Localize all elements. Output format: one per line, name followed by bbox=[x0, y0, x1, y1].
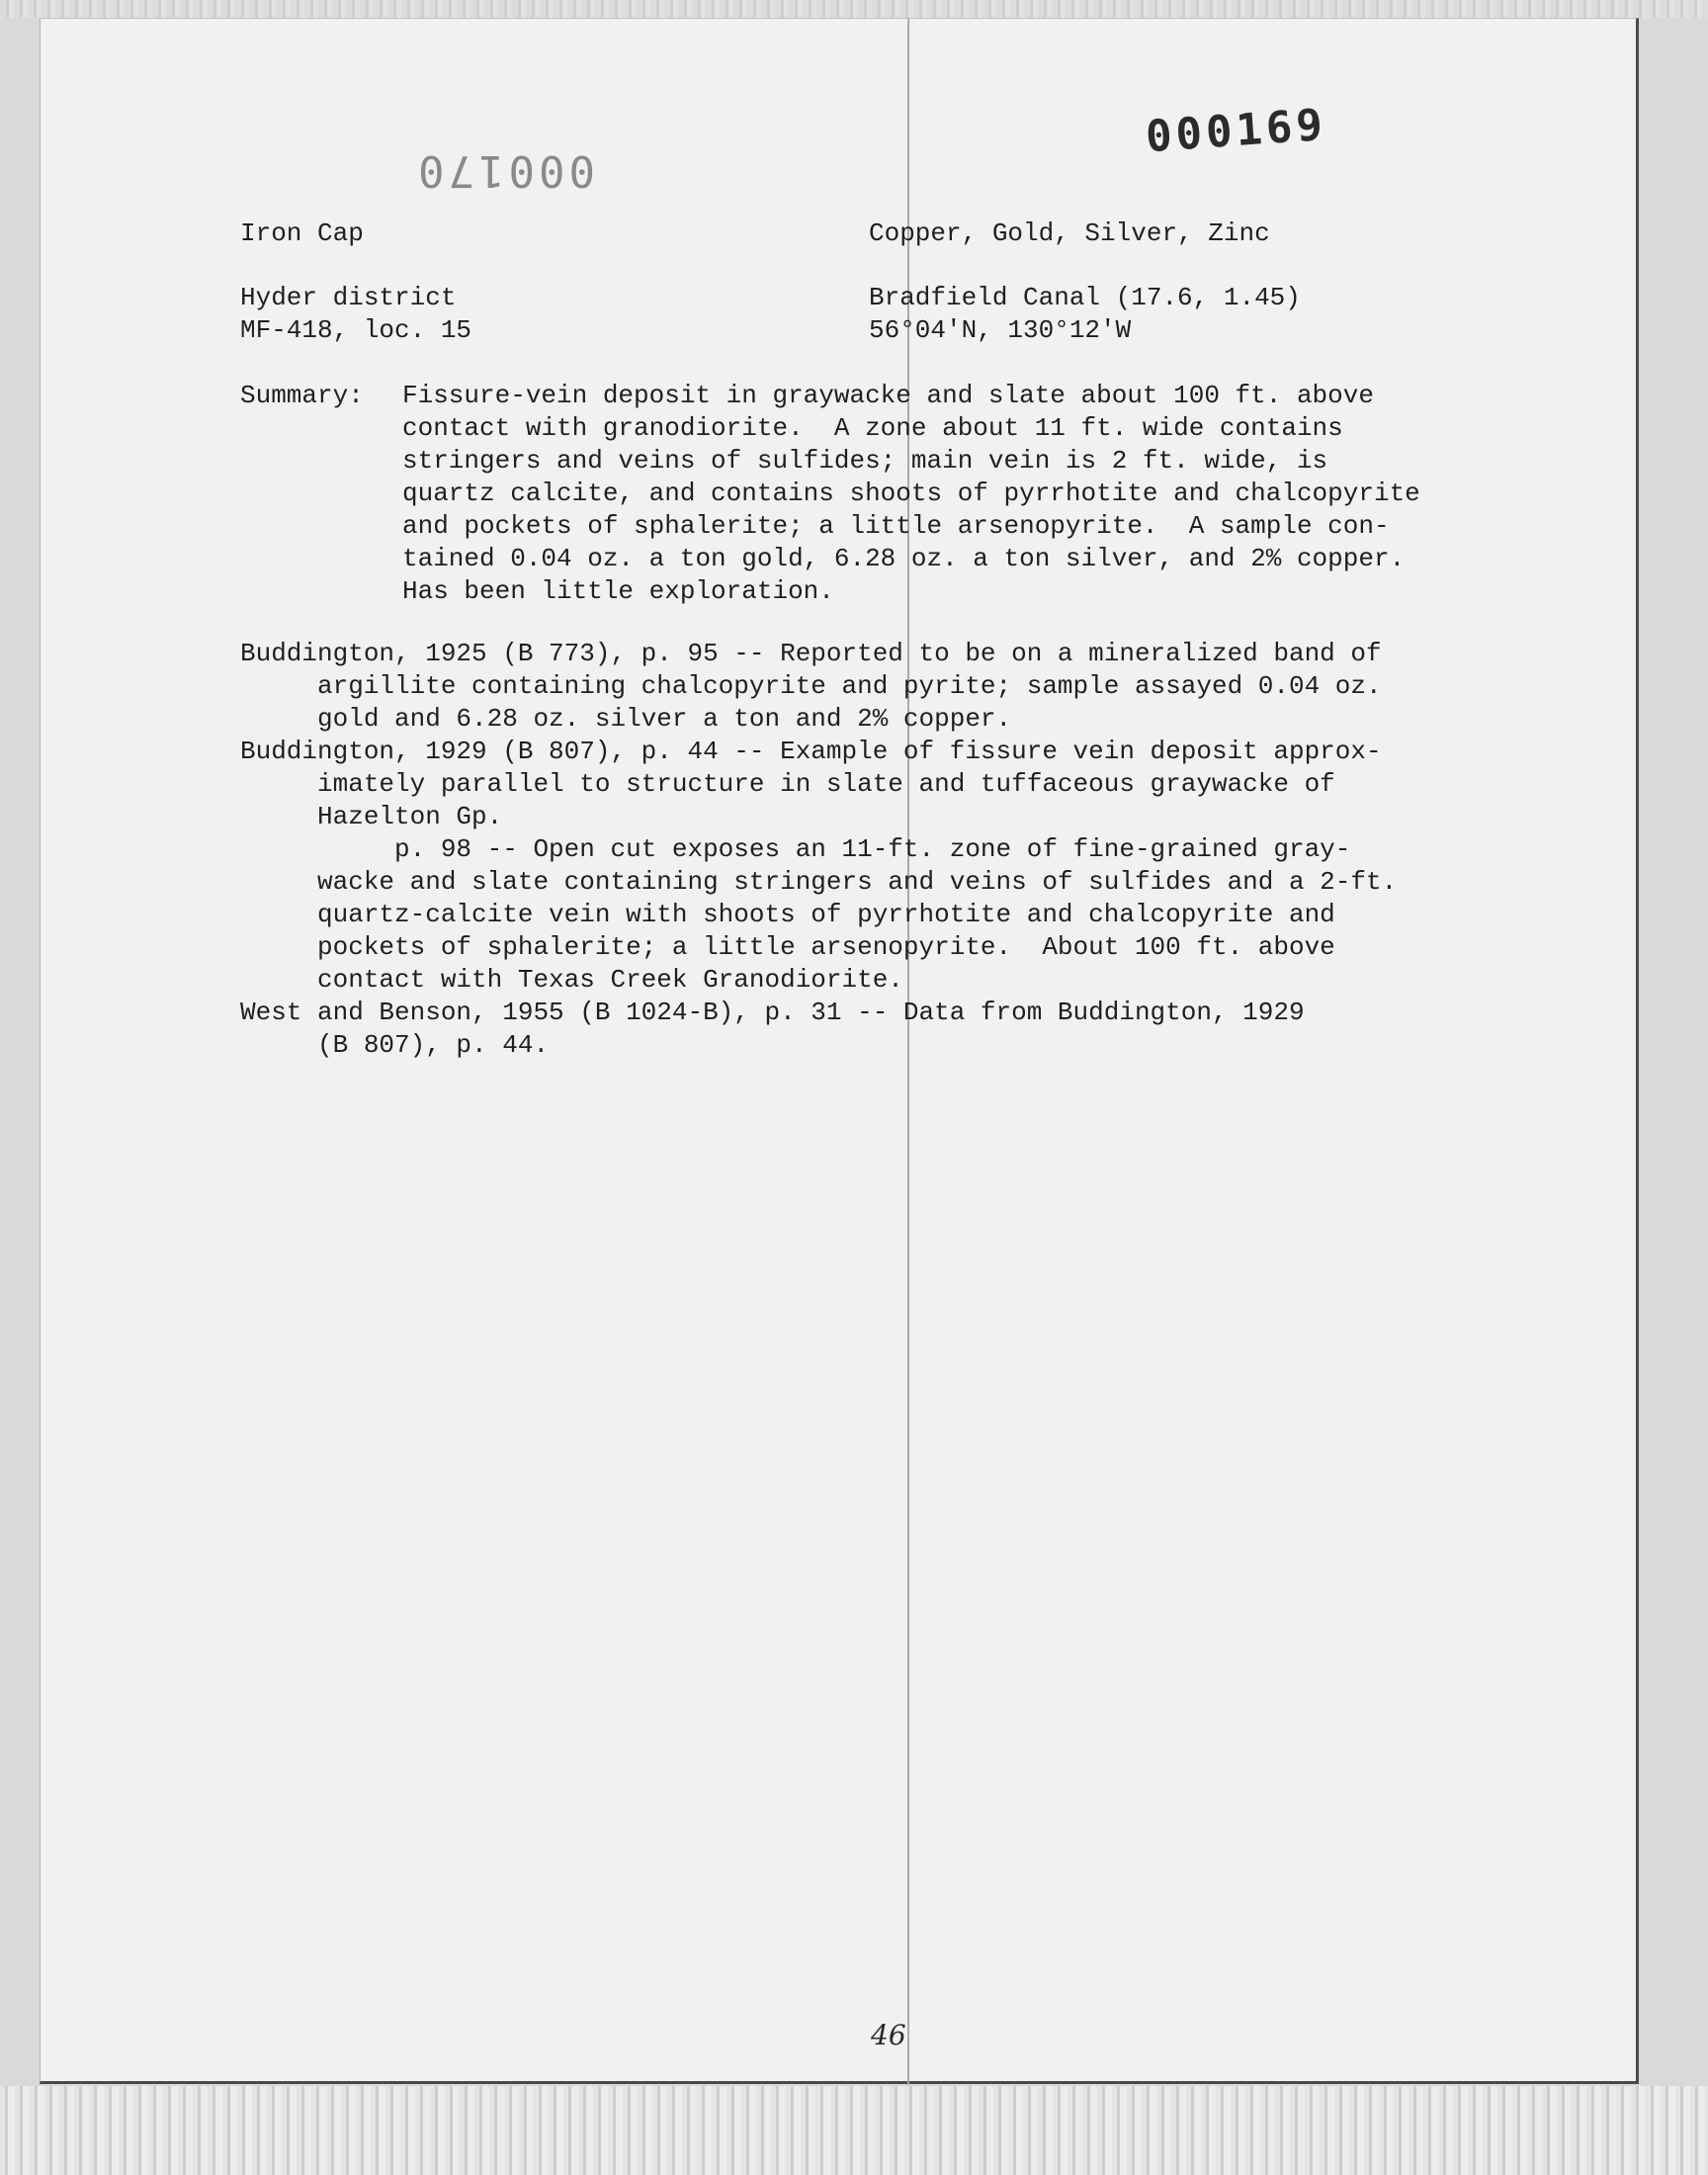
quadrangle: Bradfield Canal (17.6, 1.45) bbox=[869, 283, 1301, 312]
inverted-record-stamp: 000170 bbox=[414, 145, 595, 196]
map-reference: MF-418, loc. 15 bbox=[240, 315, 472, 345]
document-page bbox=[40, 18, 1639, 2084]
reference-line: imately parallel to structure in slate and tuffaceous graywacke of bbox=[240, 769, 1335, 799]
reference-line: pockets of sphalerite; a little arsenopyrite. About 100 ft. above bbox=[240, 932, 1335, 962]
summary-line: and pockets of sphalerite; a little arsenopyrite. A sample con- bbox=[402, 511, 1390, 541]
reference-line: gold and 6.28 oz. silver a ton and 2% copper. bbox=[240, 704, 1012, 734]
reference-line: (B 807), p. 44. bbox=[240, 1030, 550, 1060]
reference-line: quartz-calcite vein with shoots of pyrrhotite and chalcopyrite and bbox=[240, 900, 1335, 929]
summary-line: contact with granodiorite. A zone about 11 ft. wide contains bbox=[402, 413, 1343, 443]
reference-line: argillite containing chalcopyrite and pyrite; sample assayed 0.04 oz. bbox=[240, 671, 1382, 701]
reference-line: West and Benson, 1955 (B 1024-B), p. 31 -- Data from Buddington, 1929 bbox=[240, 998, 1305, 1027]
reference-line: p. 98 -- Open cut exposes an 11-ft. zone of fine-grained gray- bbox=[240, 834, 1351, 864]
scan-edge-bottom bbox=[0, 2086, 1708, 2175]
summary-line: Fissure-vein deposit in graywacke and slate about 100 ft. above bbox=[402, 381, 1374, 410]
reference-line: Buddington, 1929 (B 807), p. 44 -- Example of fissure vein deposit approx- bbox=[240, 737, 1382, 766]
summary-line: stringers and veins of sulfides; main vein is 2 ft. wide, is bbox=[402, 446, 1328, 476]
reference-line: wacke and slate containing stringers and veins of sulfides and a 2-ft. bbox=[240, 867, 1398, 897]
reference-line: contact with Texas Creek Granodiorite. bbox=[240, 965, 903, 995]
summary-label: Summary: bbox=[240, 381, 364, 410]
coordinates: 56°04'N, 130°12'W bbox=[869, 315, 1132, 345]
summary-line: Has been little exploration. bbox=[402, 576, 834, 606]
record-number-stamp: 000169 bbox=[1144, 99, 1328, 163]
reference-line: Hazelton Gp. bbox=[240, 802, 503, 831]
reference-line: Buddington, 1925 (B 773), p. 95 -- Reported to be on a mineralized band of bbox=[240, 639, 1382, 668]
deposit-name: Iron Cap bbox=[240, 218, 364, 248]
scan-edge-top bbox=[0, 0, 1708, 18]
summary-line: quartz calcite, and contains shoots of pyrrhotite and chalcopyrite bbox=[402, 478, 1420, 508]
commodities: Copper, Gold, Silver, Zinc bbox=[869, 218, 1270, 248]
page-number: 46 bbox=[871, 2019, 906, 2051]
district: Hyder district bbox=[240, 283, 457, 312]
summary-line: tained 0.04 oz. a ton gold, 6.28 oz. a ton silver, and 2% copper. bbox=[402, 544, 1406, 573]
